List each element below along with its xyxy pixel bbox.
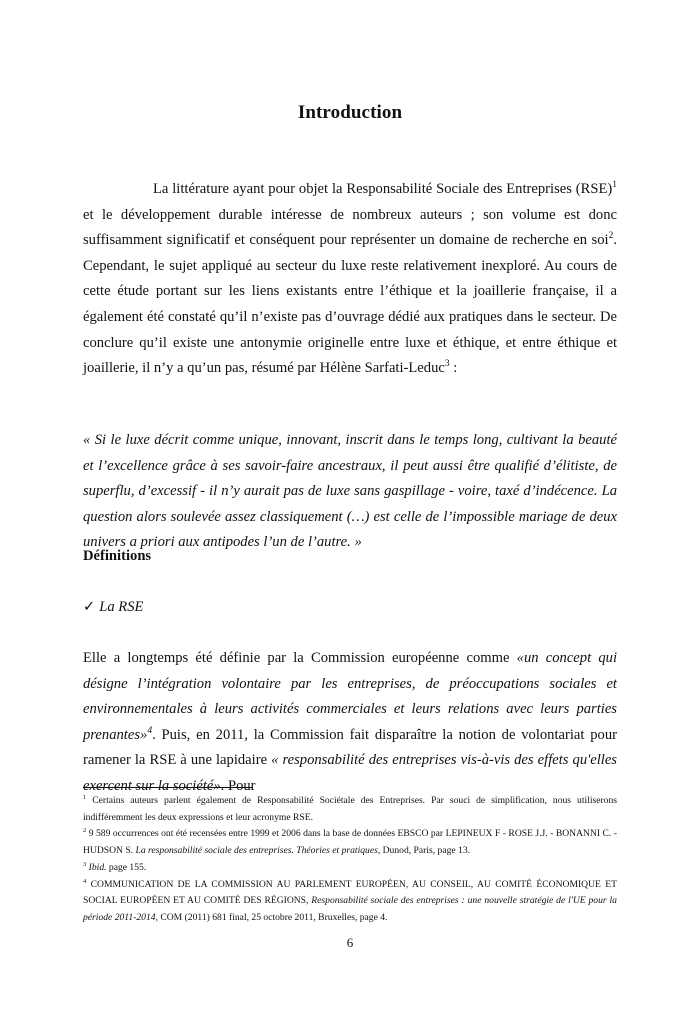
footnote-ref-4[interactable]: 4 xyxy=(147,725,153,736)
rse-text-3: . Pour xyxy=(220,777,256,794)
footnote-ref-3[interactable]: 3 xyxy=(444,359,450,370)
subsection-heading-rse xyxy=(83,595,617,621)
footnote-ref-2[interactable]: 2 xyxy=(608,231,614,242)
intro-text-3: . Cependant, le sujet appliqué au secteur du luxe reste relativement inexploré. Au cours de cette étude portant sur les liens existants entre l’éthique et la joaillerie française, il a également été constaté qu’il n’existe pas d’ouvrage dédié aux pratiques dans le secteur. De conclure qu’il existe une antonymie originelle entre luxe et éthique, et entre éthique et joaillerie, il n’y a qu’un pas, résumé par Hélène Sarfati-Leduc xyxy=(83,232,617,377)
footnote-number: 4 xyxy=(83,877,87,885)
intro-text-4: : xyxy=(449,360,458,377)
footnote-text: Certains auteurs parlent également de Responsabilité Sociétale des Entreprises. Par souci de simplification, nous utiliserons indifféremment les deux expressions et leur acronyme RSE. xyxy=(83,795,617,823)
footnote-ibid: Ibid. xyxy=(88,861,107,873)
rse-text-1: Elle a longtemps été définie par la Commission européenne comme xyxy=(83,650,517,666)
intro-paragraph xyxy=(83,177,617,382)
footnote-text: COMMUNICATION DE LA COMMISSION AU PARLEMENT EUROPÉEN, AU CONSEIL, AU COMITÉ ÉCONOMIQUE ET SOCIAL EUROPÉEN ET AU COMITÉ DES RÉGIONS, xyxy=(83,878,617,907)
footnote-ref-1[interactable]: 1 xyxy=(612,180,617,191)
footnote-number: 2 xyxy=(83,827,87,835)
footnote-text: , COM (2011) 681 final, 25 octobre 2011, Bruxelles, page 4. xyxy=(155,911,388,923)
footnotes xyxy=(83,793,617,927)
footnote-separator xyxy=(83,787,253,788)
footnote-doc-title: Responsabilité sociale des entreprises : une nouvelle stratégie de l'UE pour la période 2011-2014 xyxy=(83,895,617,923)
footnote-2 xyxy=(83,826,617,859)
footnote-3 xyxy=(83,860,617,877)
block-quote xyxy=(83,428,617,556)
checkmark-icon: ✓ xyxy=(83,599,96,615)
rse-text-2: . Puis, en 2011, la Commission fait disparaître la notion de volontariat pour ramener la RSE à une lapidaire xyxy=(83,726,617,769)
rse-definition-paragraph xyxy=(83,646,617,800)
footnote-number: 3 xyxy=(83,860,87,868)
subsection-label: La RSE xyxy=(99,599,144,615)
footnote-text: , Dunod, Paris, page 13. xyxy=(377,845,471,857)
intro-text-1: La littérature ayant pour objet la Responsabilité Sociale des Entreprises (RSE) xyxy=(153,181,613,197)
intro-text-2: et le développement durable intéresse de nombreux auteurs ; son volume est donc suffisamment significatif et conséquent pour représenter un domaine de recherche en soi xyxy=(83,206,617,249)
page-title: Introduction xyxy=(297,102,403,123)
footnote-book-title: La responsabilité sociale des entreprises. Théories et pratiques xyxy=(135,845,378,857)
footnote-number: 1 xyxy=(83,793,87,801)
page-number: 6 xyxy=(346,935,354,950)
footnote-1 xyxy=(83,793,617,826)
section-heading-definitions: Définitions xyxy=(83,548,152,564)
footnote-4 xyxy=(83,877,617,927)
rse-quote-2: « responsabilité des entreprises vis-à-vis des effets qu'elles exercent sur la société» xyxy=(83,752,617,794)
footnote-text: 9 589 occurrences ont été recensées entre 1999 et 2006 dans la base de données EBSCO par LEPINEUX F - ROSE J.J. - BONANNI C. - HUDSON S. xyxy=(83,828,617,857)
rse-quote-1: «un concept qui désigne l’intégration volontaire par les entreprises, de préoccupations sociales et environnementales à leurs activités commerciales et leurs relations avec leurs parties prenantes» xyxy=(83,650,618,743)
quote-text: « Si le luxe décrit comme unique, innovant, inscrit dans le temps long, cultivant la beauté et l’excellence grâce à ses savoir-faire ancestraux, il peut aussi être qualifié d’élitiste, de superflu, d’excessif - il n’y aurait pas de luxe sans gaspillage - voire, taxé d’indécence. La question alors soulevée assez classiquement (…) est celle de l’impossible mariage de deux univers a priori aux antipodes l’un de l’autre. » xyxy=(83,432,617,551)
footnote-text: page 155. xyxy=(106,861,147,873)
